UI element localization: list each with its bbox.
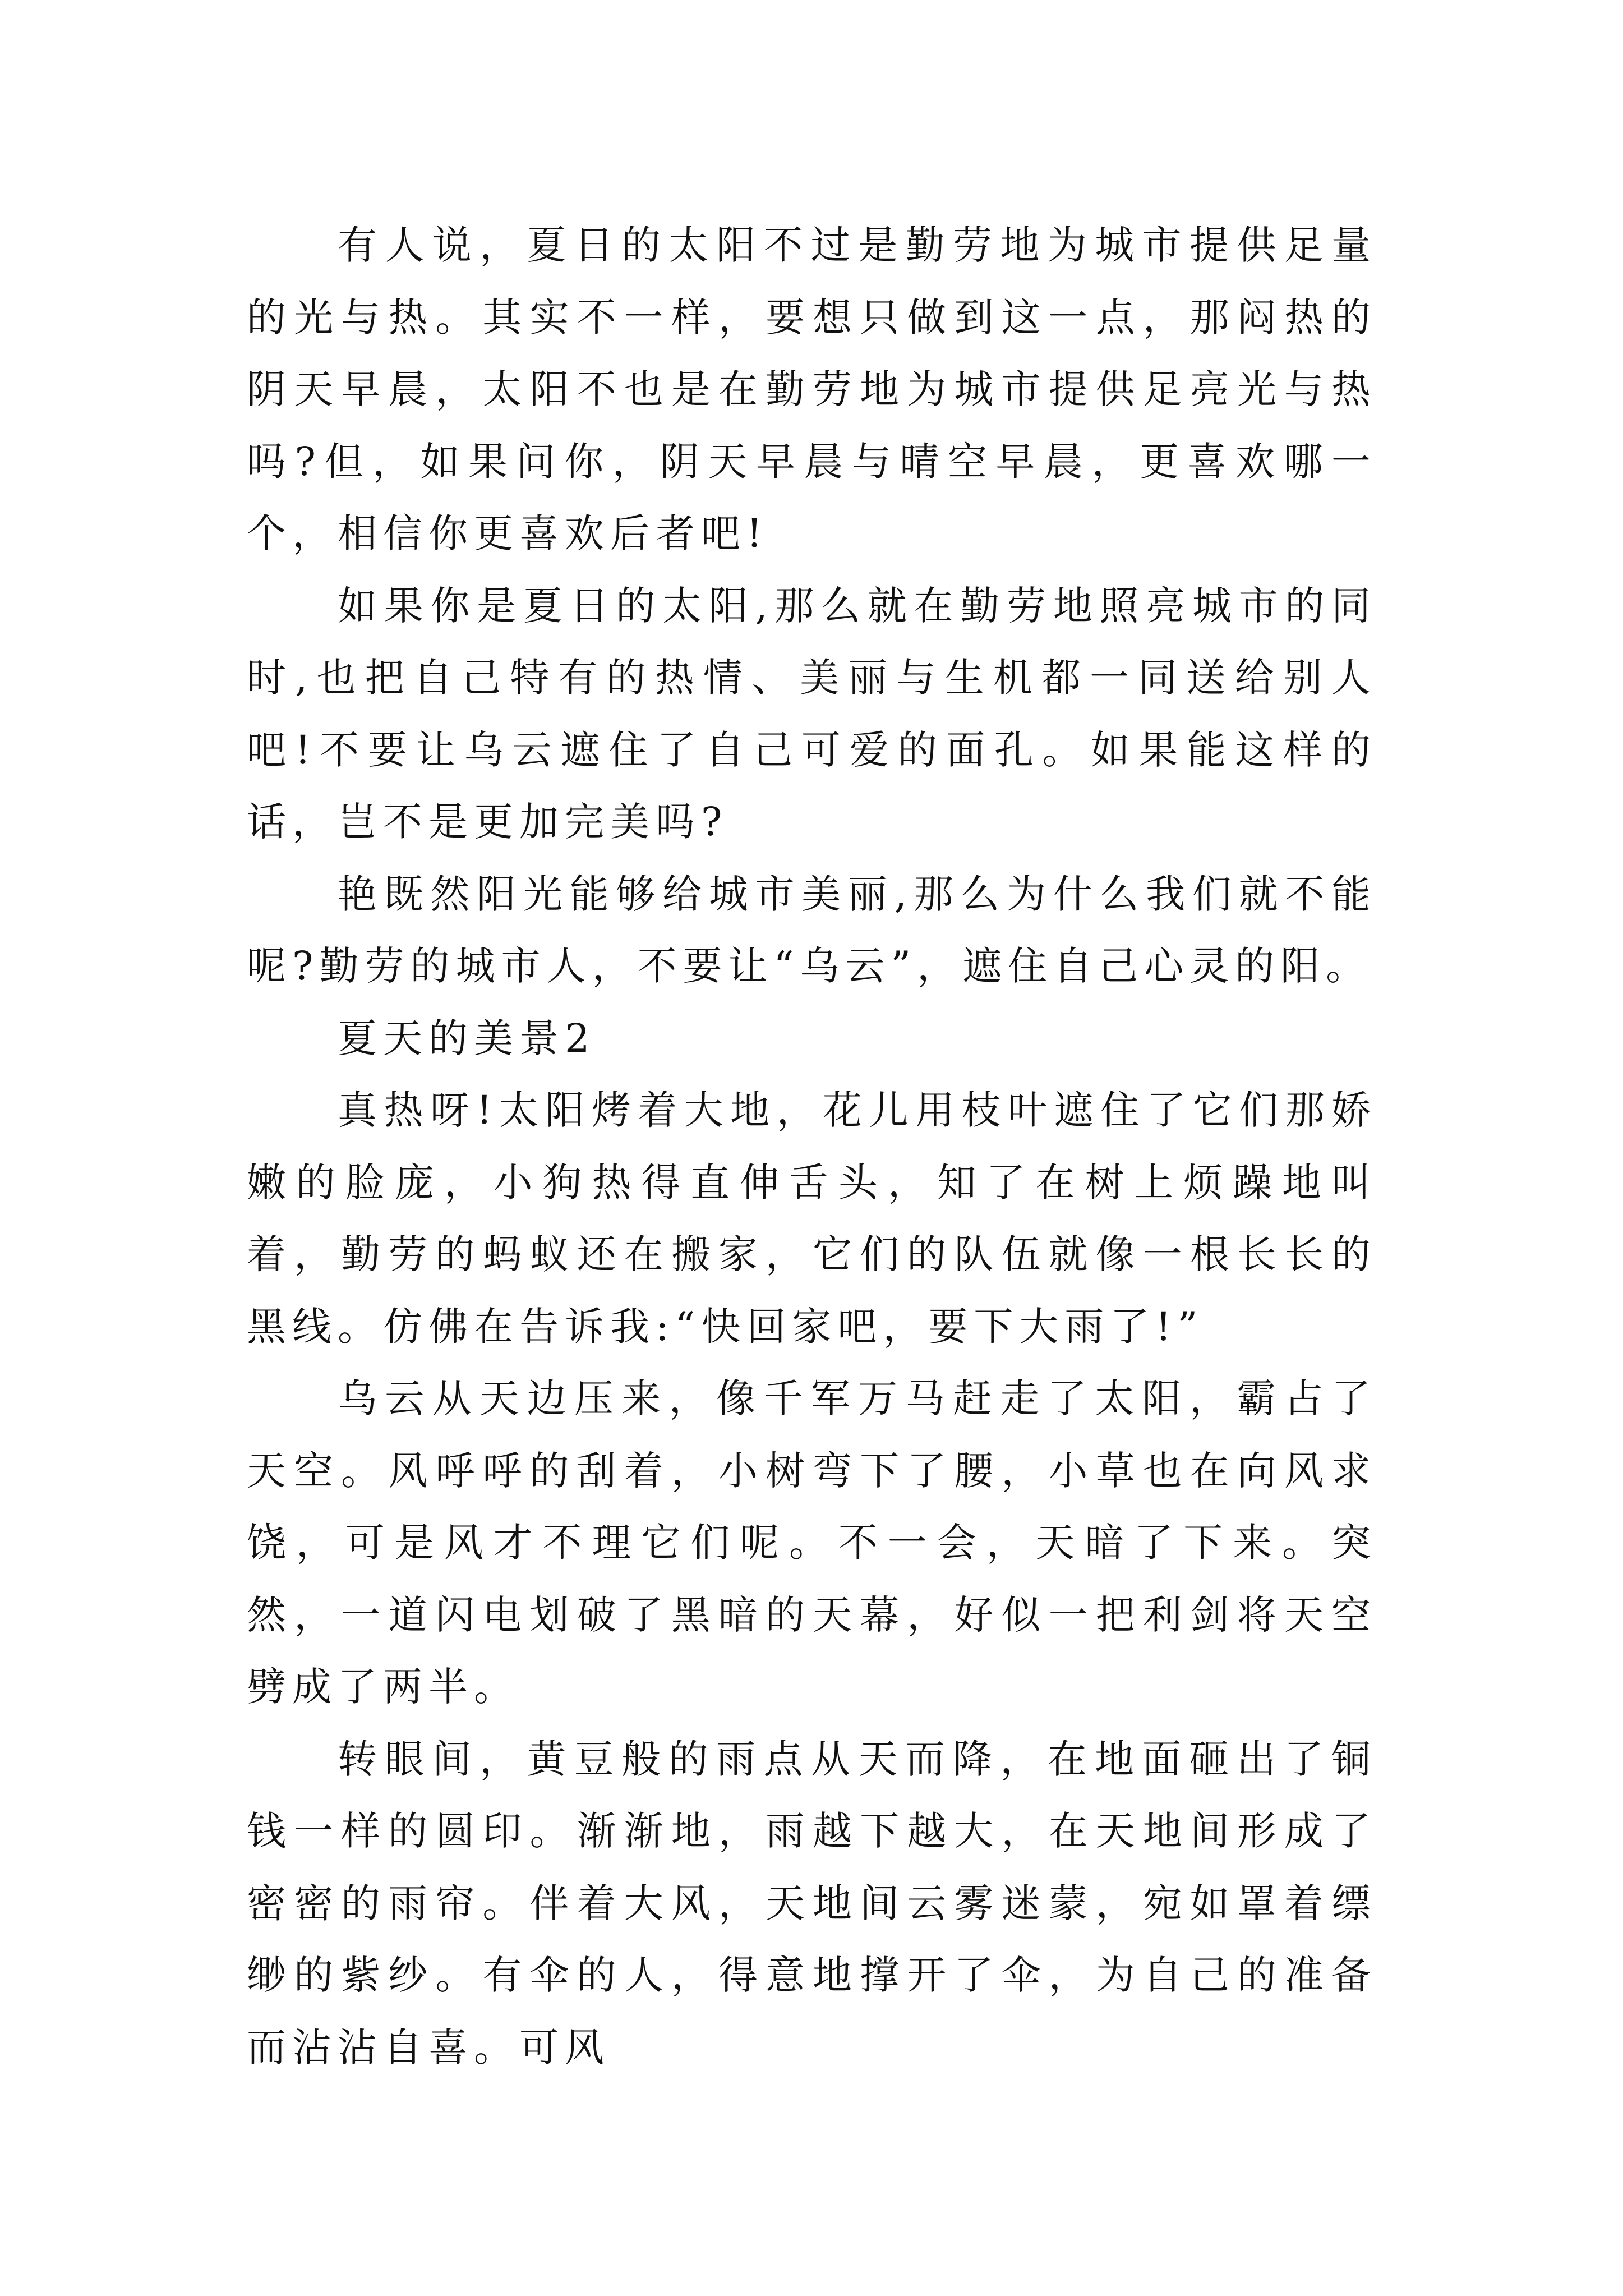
- document-body: [247, 209, 1377, 2083]
- paragraph-summer-sun: 有人说，夏日的太阳不过是勤劳地为城市提供足量的光与热。其实不一样，要想只做到这一点，那闷热的阴天早晨，太阳不也是在勤劳地为城市提供足亮光与热吗?但，如果问你，阴天早晨与晴空早晨，更喜欢哪一个，相信你更喜欢后者吧!: [247, 222, 1377, 556]
- paragraph-if-you-are-the-sun: 如果你是夏日的太阳,那么就在勤劳地照亮城市的同时,也把自己特有的热情、美丽与生机都一同送给别人吧!不要让乌云遮住了自己可爱的面孔。如果能这样的话，岂不是更加完美吗?: [247, 582, 1377, 845]
- paragraph-dark-clouds: 乌云从天边压来，像千军万马赶走了太阳，霸占了天空。风呼呼的刮着，小树弯下了腰，小草也在向风求饶，可是风才不理它们呢。不一会，天暗了下来。突然，一道闪电划破了黑暗的天幕，好似一把利剑将天空劈成了两半。: [247, 1375, 1377, 1710]
- paragraph-city-people: 艳既然阳光能够给城市美丽,那么为什么我们就不能呢?勤劳的城市人，不要让“乌云”，遮住自己心灵的阳。: [247, 871, 1377, 989]
- paragraph-hot-day: 真热呀!太阳烤着大地，花儿用枝叶遮住了它们那娇嫩的脸庞，小狗热得直伸舌头，知了在树上烦躁地叫着，勤劳的蚂蚁还在搬家，它们的队伍就像一根长长的黑线。仿佛在告诉我:“快回家吧，要下大雨了!”: [247, 1087, 1377, 1350]
- section-heading: 夏天的美景2: [338, 1015, 596, 1061]
- paragraph-rain: 转眼间，黄豆般的雨点从天而降，在地面砸出了铜钱一样的圆印。渐渐地，雨越下越大，在天地间形成了密密的雨帘。伴着大风，天地间云雾迷蒙，宛如罩着缥缈的紫纱。有伞的人，得意地撑开了伞，为自己的准备而沾沾自喜。可风: [247, 1736, 1377, 2070]
